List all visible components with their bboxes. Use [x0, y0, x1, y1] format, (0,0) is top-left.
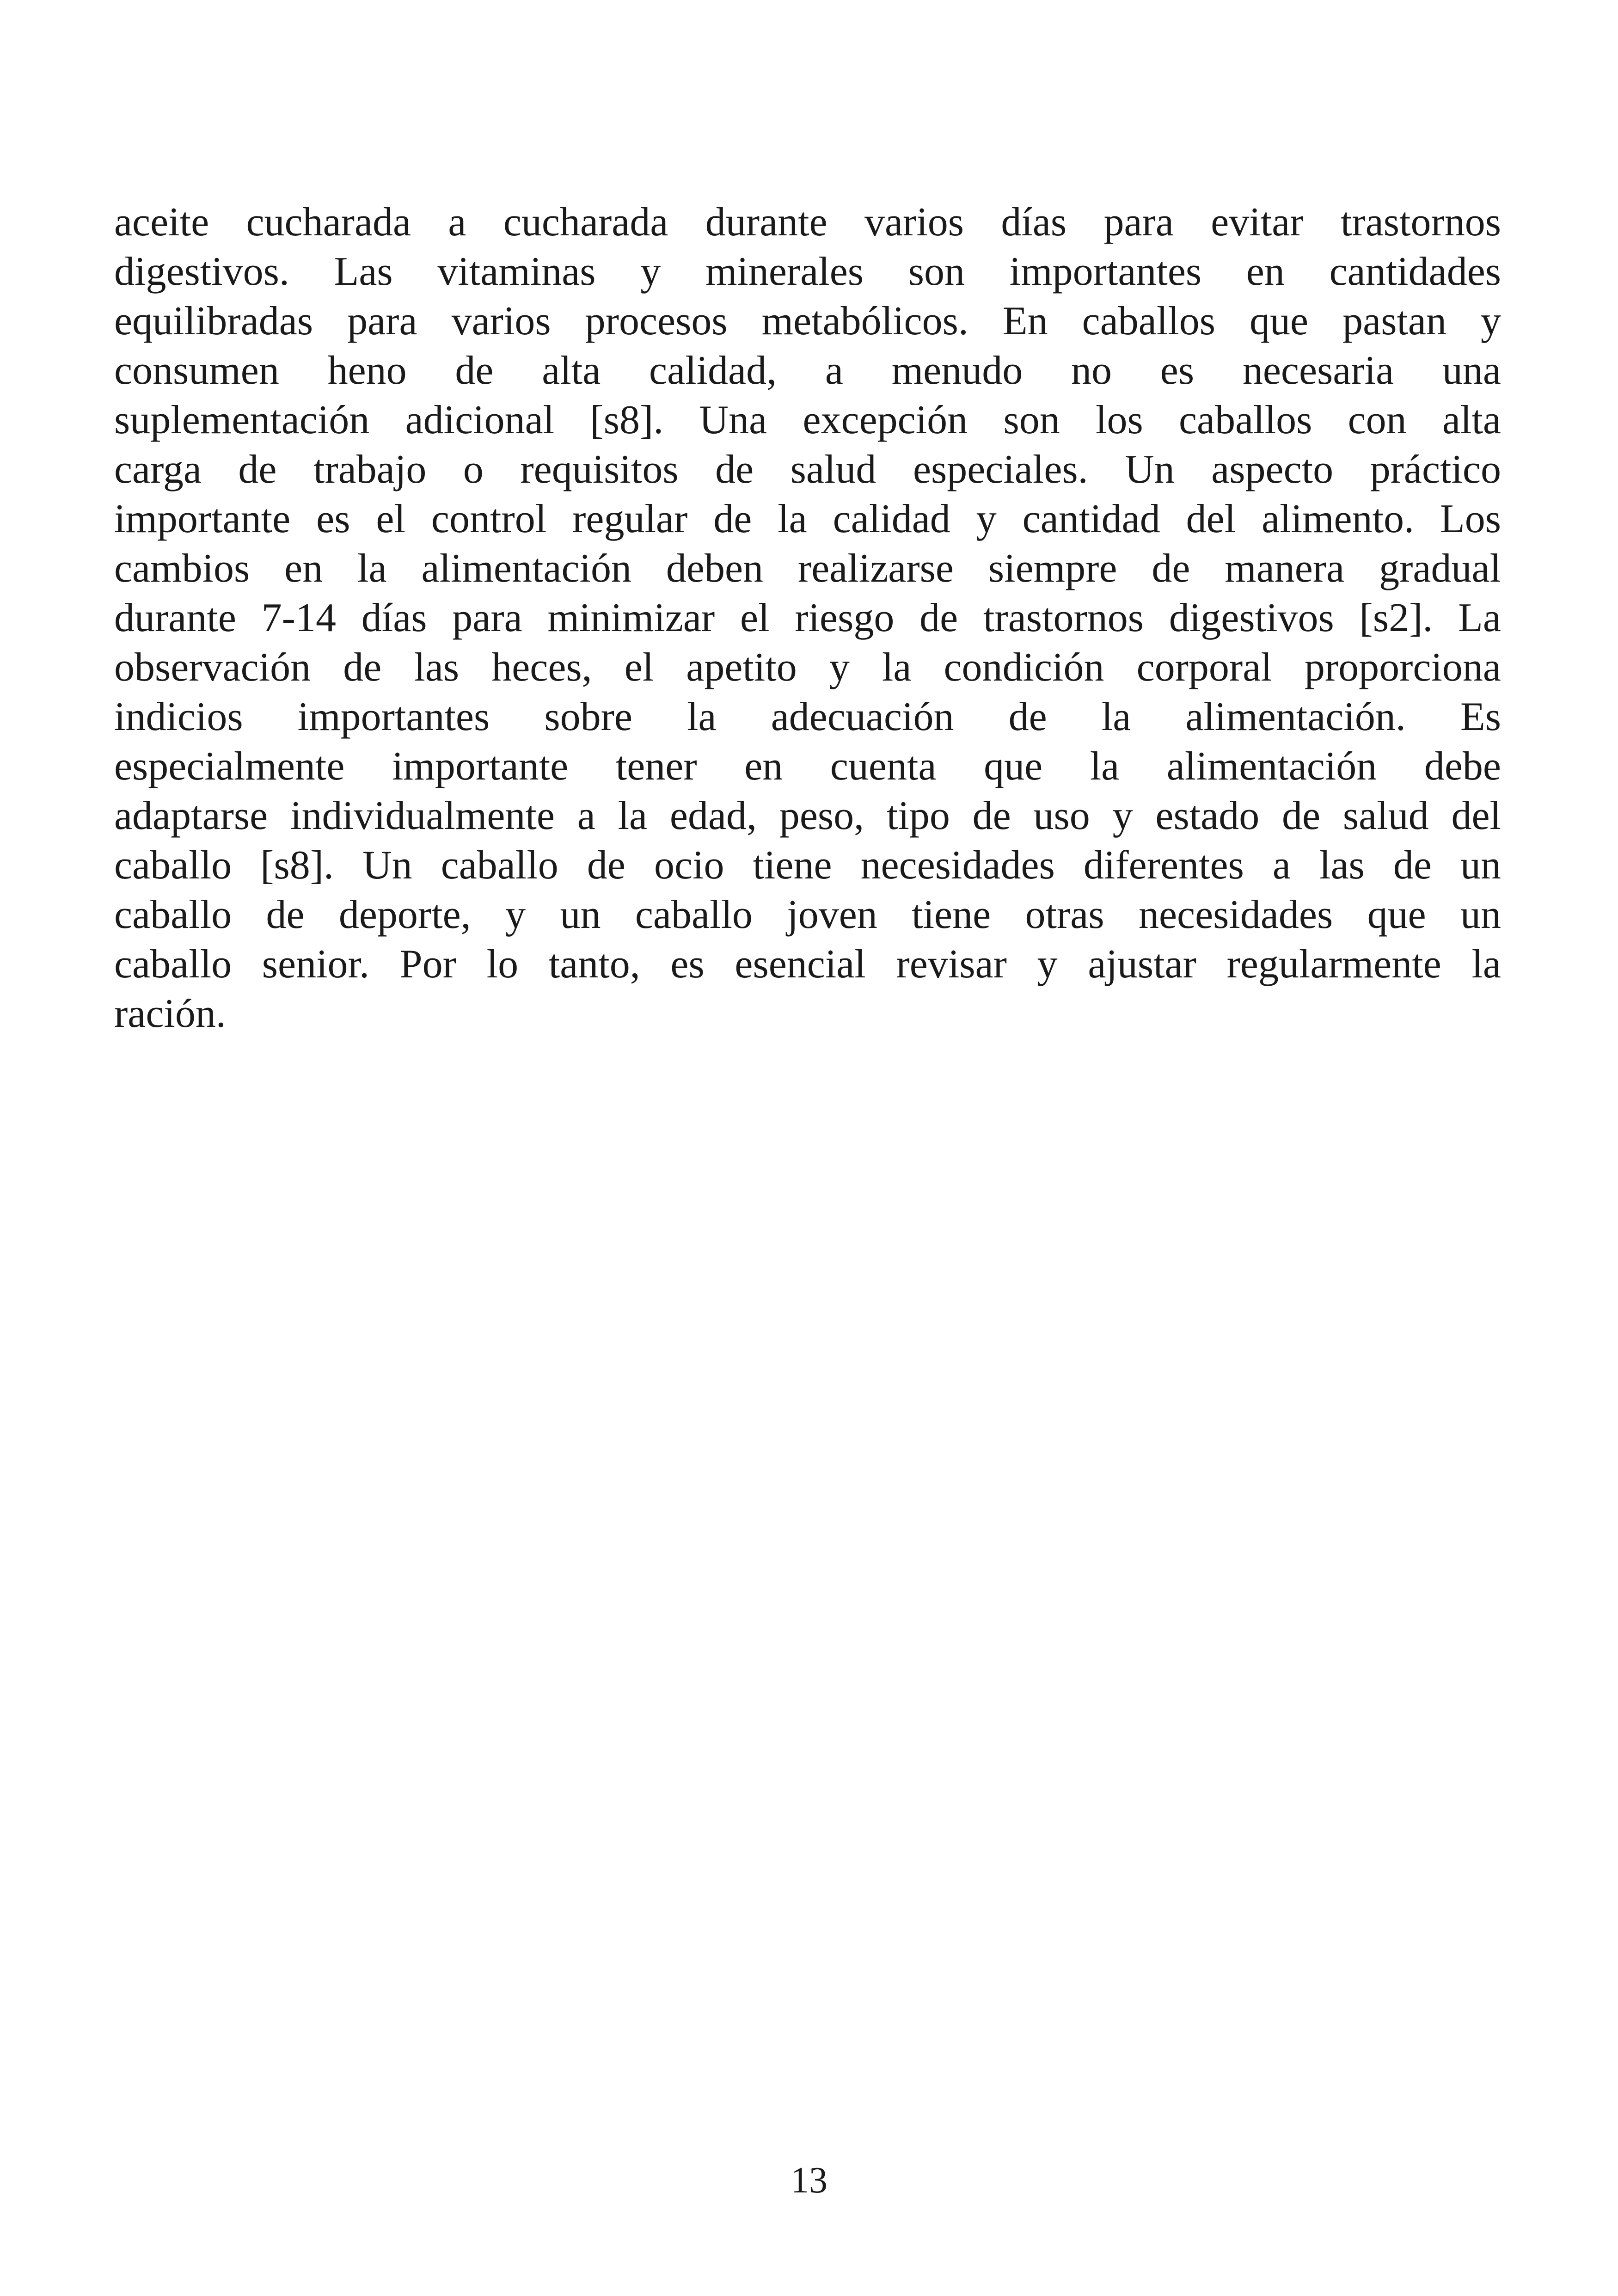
paragraph-line: adaptarse individualmente a la edad, peso, tipo de uso y estado de salud del	[114, 793, 1501, 838]
paragraph-line: caballo de deporte, y un caballo joven tiene otras necesidades que un	[114, 892, 1501, 937]
paragraph-line: observación de las heces, el apetito y la condición corporal proporciona	[114, 645, 1501, 690]
paragraph-line: importante es el control regular de la calidad y cantidad del alimento. Los	[114, 497, 1501, 541]
paragraph-line: caballo [s8]. Un caballo de ocio tiene necesidades diferentes a las de un	[114, 843, 1501, 888]
paragraph-line: suplementación adicional [s8]. Una excepción son los caballos con alta	[114, 398, 1501, 442]
paragraph-line: cambios en la alimentación deben realizarse siempre de manera gradual	[114, 546, 1501, 591]
paragraph-line: ración.	[114, 991, 226, 1036]
paragraph-line: aceite cucharada a cucharada durante varios días para evitar trastornos	[114, 200, 1501, 245]
body-paragraph	[114, 197, 1501, 1038]
paragraph-line: carga de trabajo o requisitos de salud especiales. Un aspecto práctico	[114, 447, 1501, 492]
paragraph-line: indicios importantes sobre la adecuación de la alimentación. Es	[114, 694, 1501, 739]
paragraph-line: consumen heno de alta calidad, a menudo no es necesaria una	[114, 348, 1501, 393]
paragraph-line: especialmente importante tener en cuenta que la alimentación debe	[114, 744, 1501, 789]
paragraph-line: caballo senior. Por lo tanto, es esencial revisar y ajustar regularmente la	[114, 942, 1501, 987]
paragraph-line: durante 7-14 días para minimizar el riesgo de trastornos digestivos [s2]. La	[114, 595, 1501, 640]
paragraph-line: digestivos. Las vitaminas y minerales son importantes en cantidades	[114, 249, 1501, 294]
page-number: 13	[791, 2160, 827, 2201]
paragraph-line: equilibradas para varios procesos metabólicos. En caballos que pastan y	[114, 299, 1501, 344]
